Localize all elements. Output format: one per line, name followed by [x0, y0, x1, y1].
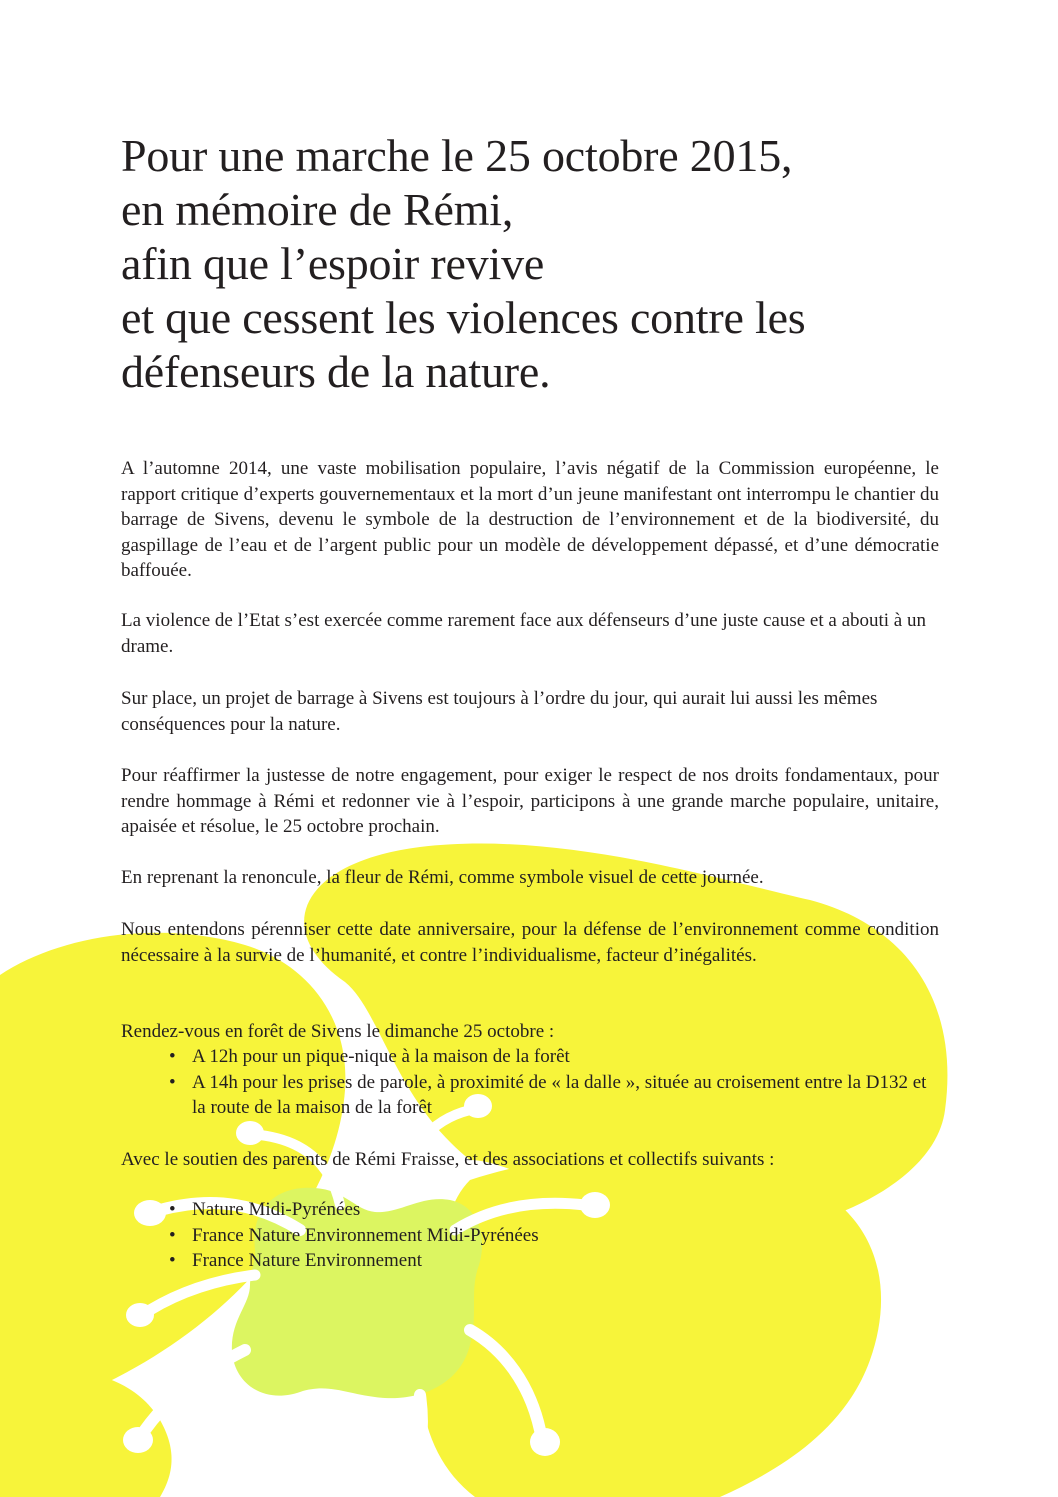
rendezvous-list: [169, 1044, 944, 1121]
stamen-7: [275, 1395, 330, 1485]
list-item: • Nature Midi-Pyrénées: [169, 1197, 769, 1223]
paragraph-state-violence: La violence de l’Etat s’est exercée comme rarement face aux défenseurs d’une juste cause et a abouti à un drame.: [121, 610, 926, 657]
stamen-tip-7: [126, 1303, 154, 1327]
title-line-4: et que cessent les violences contre les: [121, 292, 806, 343]
paragraph-anniversary: Nous entendons pérenniser cette date anniversaire, pour la défense de l’environnement comme condition nécessaire à la survie de l’humanité, et contre l’individualisme, facteur d’inégalités.: [121, 919, 939, 966]
list-item: • France Nature Environnement Midi-Pyrénées: [169, 1223, 769, 1249]
stamen-6: [405, 1395, 422, 1497]
stamen-8: [145, 1350, 245, 1430]
paragraph-dam-project: Sur place, un projet de barrage à Sivens est toujours à l’ordre du jour, qui aurait lui aussi les mêmes conséquences pour la nature.: [121, 688, 878, 735]
stamen-tip-6: [123, 1427, 153, 1453]
paragraph-context: A l’automne 2014, une vaste mobilisation populaire, l’avis négatif de la Commission européenne, le rapport critique d’experts gouvernementaux et la mort d’un jeune manifestant ont interrompu le chantier du barrage de Sivens, devenu le symbole de la destruction de l’environnement et de la biodiversité, du gaspillage de l’eau et de l’argent public pour un modèle de développement dépassé, et d’une démocratie baffouée.: [121, 458, 939, 581]
paragraph-call-to-march: Pour réaffirmer la justesse de notre engagement, pour exiger le respect de nos droits fondamentaux, pour rendre hommage à Rémi et redonner vie à l’espoir, participons à une grande marche populaire, unitaire, apaisée et résolue, le 25 octobre prochain.: [121, 765, 939, 837]
list-item: • A 12h pour un pique-nique à la maison de la forêt: [169, 1044, 944, 1070]
rendezvous-intro: Rendez-vous en forêt de Sivens le dimanche 25 octobre :: [121, 1021, 555, 1042]
support-intro: Avec le soutien des parents de Rémi Fraisse, et des associations et collectifs suivants :: [121, 1149, 775, 1170]
title-line-3: afin que l’espoir revive: [121, 238, 545, 289]
support-list: [169, 1197, 769, 1274]
list-item: • A 14h pour les prises de parole, à proximité de « la dalle », située au croisement entre la D132 et la route de la maison de la forêt: [169, 1070, 944, 1121]
title-line-5: défenseurs de la nature.: [121, 346, 551, 397]
page-title: [121, 129, 1021, 399]
list-item: • France Nature Environnement: [169, 1248, 769, 1274]
paragraph-flower-symbol: En reprenant la renoncule, la fleur de Rémi, comme symbole visuel de cette journée.: [121, 867, 764, 888]
title-line-1: Pour une marche le 25 octobre 2015,: [121, 130, 793, 181]
stamen-tip-2: [236, 1121, 264, 1145]
stamen-tip-1: [134, 1200, 166, 1226]
title-line-2: en mémoire de Rémi,: [121, 184, 514, 235]
stamen-tip-5: [530, 1428, 560, 1456]
